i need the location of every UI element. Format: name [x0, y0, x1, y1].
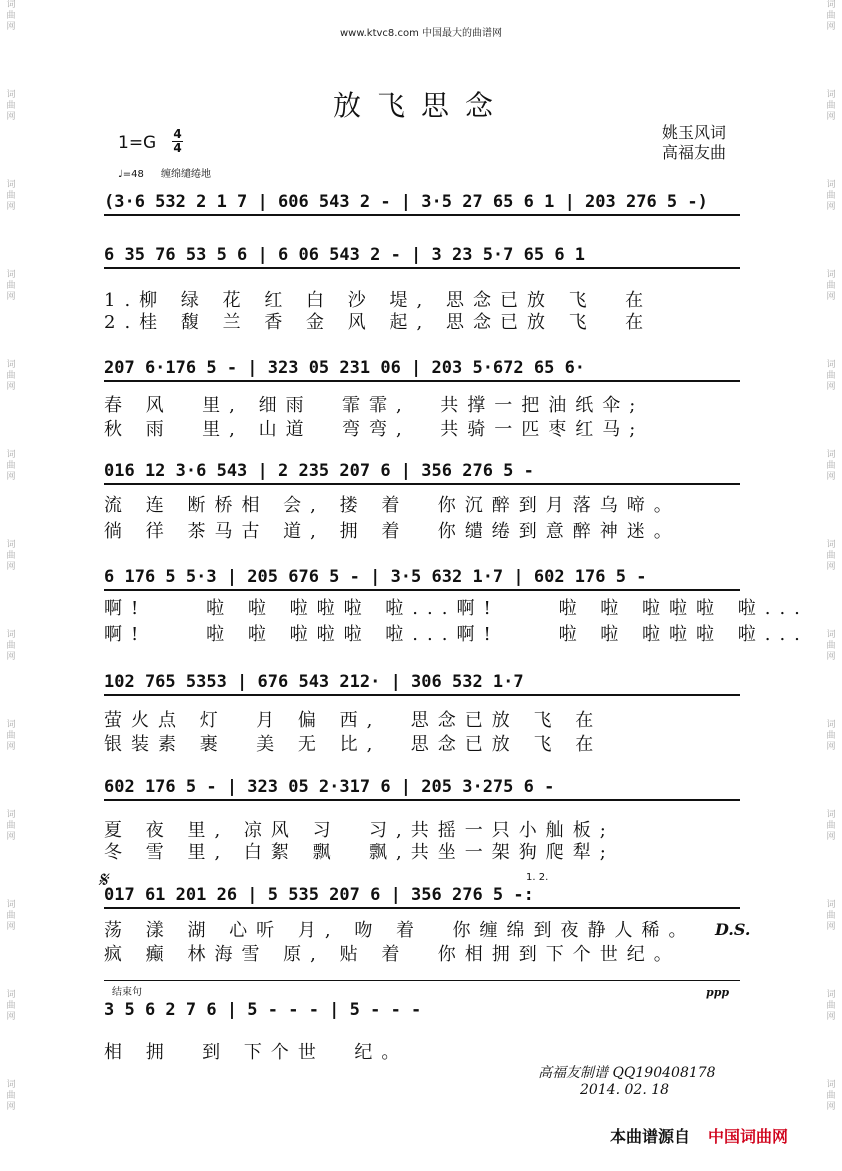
- lyric-line: 秋 雨 里, 山道 弯弯, 共骑一匹枣红马;: [104, 419, 645, 440]
- credits: [662, 123, 726, 163]
- lyric-line: 银装素 裹 美 无 比, 思念已放 飞 在: [104, 734, 603, 755]
- composer: 高福友曲: [662, 143, 727, 162]
- footer-date: 2014. 02. 18: [580, 1082, 670, 1098]
- volta-label: 1. 2.: [526, 872, 549, 883]
- notation-row: 6 176 5 5·3 | 205 676 5 - | 3·5 632 1·7 | 602 176 5 -: [104, 565, 740, 591]
- lyric-line: 相 拥 到 下个世 纪。: [104, 1042, 409, 1063]
- watermark-mark: 词 曲 网: [826, 630, 836, 662]
- lyric-line: 疯 癫 林海雪 原, 贴 着 你相拥到下个世纪。: [104, 944, 681, 965]
- time-bottom: 4: [173, 141, 182, 155]
- watermark-mark: 词 曲 网: [826, 810, 836, 842]
- notation-row: 3 5 6 2 7 6 | 5 - - - | 5 - - -: [104, 1000, 422, 1020]
- watermark-mark: 词 曲 网: [826, 450, 836, 482]
- watermark-mark: 词 曲 网: [6, 810, 16, 842]
- right-watermark-strip: [820, 0, 842, 1171]
- watermark-mark: 词 曲 网: [826, 90, 836, 122]
- time-signature: [172, 128, 183, 155]
- watermark-mark: 词 曲 网: [6, 990, 16, 1022]
- ending-bracket: [104, 980, 740, 981]
- watermark-mark: 词 曲 网: [826, 180, 836, 212]
- notation-row: 017 61 201 26 | 5 535 207 6 | 356 276 5 -:: [104, 883, 740, 909]
- segno-mark: 𝄋: [98, 868, 108, 893]
- lyricist: 姚玉风词: [662, 123, 727, 142]
- watermark-mark: 词 曲 网: [6, 90, 16, 122]
- watermark-mark: 词 曲 网: [6, 450, 16, 482]
- watermark-mark: 词 曲 网: [6, 360, 16, 392]
- watermark-mark: 词 曲 网: [6, 1080, 16, 1112]
- source-site: 中国词曲网: [708, 1127, 789, 1146]
- score-title: 放飞思念: [332, 89, 509, 122]
- watermark-mark: 词 曲 网: [6, 900, 16, 932]
- lyric-line: 春 风 里, 细雨 霏霏, 共撑一把油纸伞;: [104, 395, 645, 416]
- time-top: 4: [173, 127, 182, 141]
- watermark-mark: 词 曲 网: [6, 630, 16, 662]
- footer-maker: 高福友制谱 QQ190408178: [538, 1065, 716, 1081]
- lyric-line: 夏 夜 里, 凉风 习 习,共摇一只小舢板;: [104, 820, 615, 841]
- watermark-mark: 词 曲 网: [826, 1080, 836, 1112]
- lyric-line: 2.桂 馥 兰 香 金 风 起, 思念已放 飞 在: [104, 312, 653, 333]
- tempo-value: ♩=48: [118, 169, 144, 180]
- watermark-mark: 词 曲 网: [6, 540, 16, 572]
- watermark-mark: 词 曲 网: [826, 720, 836, 752]
- watermark-mark: 词 曲 网: [6, 270, 16, 302]
- watermark-mark: 词 曲 网: [826, 360, 836, 392]
- lyric-line: 萤火点 灯 月 偏 西, 思念已放 飞 在: [104, 710, 603, 731]
- lyric-line: 冬 雪 里, 白絮 飘 飘,共坐一架狗爬犁;: [104, 842, 615, 863]
- watermark-mark: 词 曲 网: [826, 0, 836, 32]
- dynamic-ppp: ppp: [706, 986, 730, 999]
- header-url: www.ktvc8.com 中国最大的曲谱网: [339, 28, 502, 39]
- source-credit: [610, 1124, 788, 1147]
- watermark-mark: 词 曲 网: [6, 0, 16, 32]
- notation-row: 207 6·176 5 - | 323 05 231 06 | 203 5·672 65 6·: [104, 356, 740, 382]
- lyric-line: 1.柳 绿 花 红 白 沙 堤, 思念已放 飞 在: [104, 290, 653, 311]
- lyric-line: 流 连 断桥相 会, 搂 着 你沉醉到月落乌啼。: [104, 495, 681, 516]
- notation-row: 102 765 5353 | 676 543 212· | 306 532 1·7: [104, 670, 740, 696]
- watermark-mark: 词 曲 网: [6, 180, 16, 212]
- lyric-line: 啊! 啦 啦 啦啦啦 啦...啊! 啦 啦 啦啦啦 啦...: [104, 624, 809, 645]
- key-signature: 1=G: [118, 133, 157, 153]
- watermark-mark: 词 曲 网: [826, 990, 836, 1022]
- tempo-marking: [118, 165, 211, 180]
- watermark-mark: 词 曲 网: [826, 270, 836, 302]
- left-watermark-strip: [0, 0, 22, 1171]
- ending-label: 结束句: [112, 987, 142, 998]
- notation-row: (3·6 532 2 1 7 | 606 543 2 - | 3·5 27 65 6 1 | 203 276 5 -): [104, 190, 740, 216]
- watermark-mark: 词 曲 网: [6, 720, 16, 752]
- ds-mark: D.S.: [715, 920, 751, 939]
- watermark-mark: 词 曲 网: [826, 900, 836, 932]
- watermark-mark: 词 曲 网: [826, 540, 836, 572]
- notation-row: 016 12 3·6 543 | 2 235 207 6 | 356 276 5 -: [104, 459, 740, 485]
- lyric-line: 荡 漾 湖 心听 月, 吻 着 你缠绵到夜静人稀。: [104, 920, 696, 941]
- expression-text: 缠绵缱绻地: [161, 169, 212, 180]
- notation-row: 6 35 76 53 5 6 | 6 06 543 2 - | 3 23 5·7 65 6 1: [104, 243, 740, 269]
- lyric-line: 啊! 啦 啦 啦啦啦 啦...啊! 啦 啦 啦啦啦 啦...: [104, 598, 809, 619]
- lyric-line: 徜 徉 茶马古 道, 拥 着 你缱绻到意醉神迷。: [104, 521, 681, 542]
- notation-row: 602 176 5 - | 323 05 2·317 6 | 205 3·275 6 -: [104, 775, 740, 801]
- source-prefix: 本曲谱源自: [610, 1127, 691, 1146]
